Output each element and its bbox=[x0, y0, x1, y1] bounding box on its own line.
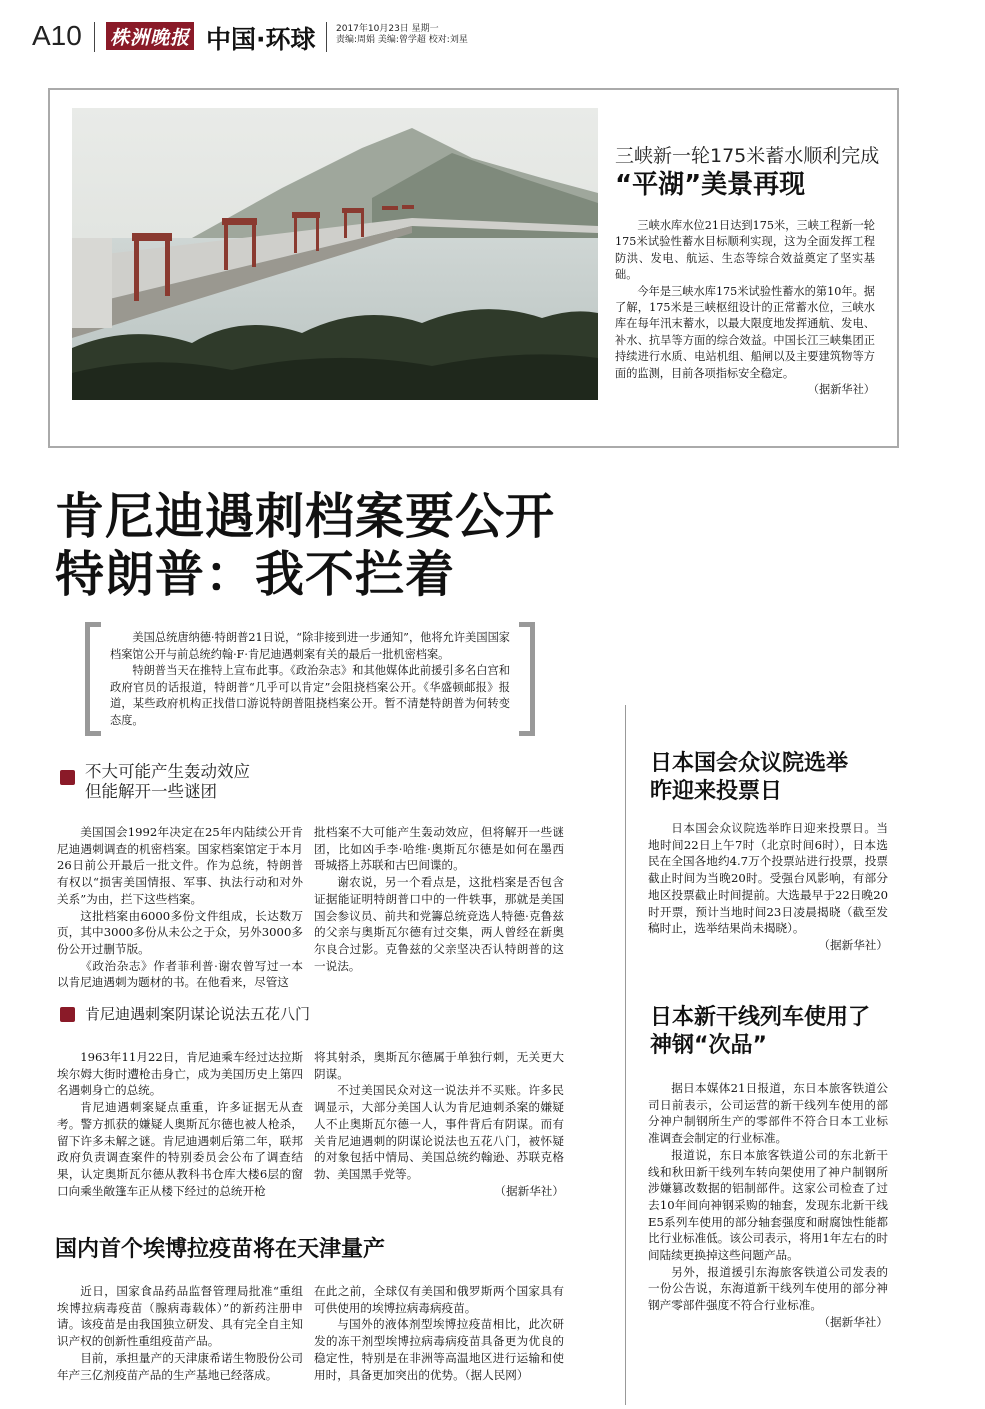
bracket-right bbox=[519, 622, 535, 736]
article-column bbox=[57, 824, 303, 991]
paragraph: 美国总统唐纳德·特朗普21日说，“除非接到进一步通知”，他将允许美国国家档案馆公开与前总统约翰·F·肯尼迪遇刺案有关的最后一批机密档案。 bbox=[110, 631, 510, 661]
subhead-line: 肯尼迪遇刺案阴谋论说法五花八门 bbox=[85, 1005, 311, 1023]
vaccine-headline: 国内首个埃博拉疫苗将在天津量产 bbox=[55, 1237, 386, 1262]
top-story-subtitle: 三峡新一轮175米蓄水顺利完成 bbox=[615, 145, 880, 167]
masthead-logo: 株洲晚报 bbox=[106, 22, 194, 50]
paragraph: 批档案不大可能产生轰动效应，但将解开一些谜团，比如凶手李·哈维·奥斯瓦尔德是如何在墨西哥城搭上苏联和古巴间谍的。 bbox=[314, 825, 564, 873]
subhead-2 bbox=[60, 1004, 310, 1024]
top-story-title: “平湖”美景再现 bbox=[615, 170, 806, 200]
paragraph: 与国外的液体剂型埃博拉疫苗相比，此次研发的冻干剂型埃博拉病毒病疫苗具备更为优良的稳定性，特别是在非洲等高温地区进行运输和使用时，具备更加突出的优势。（据人民网） bbox=[314, 1317, 564, 1382]
paragraph: 今年是三峡水库175米试验性蓄水的第10年。据了解，175米是三峡枢纽设计的正常蓄水位，三峡水库在每年汛末蓄水，以最大限度地发挥通航、发电、补水、抗旱等方面的综合效益。中国长江三峡集团正持续进行水质、电站机组、船闸以及主要建筑物等方面的监测，目前各项指标安全稳定。 bbox=[615, 284, 875, 380]
paragraph: 美国国会1992年决定在25年内陆续公开肯尼迪遇刺调查的机密档案。国家档案馆定于本月26日前公开最后一批文件。作为总统，特朗普有权以“损害美国情报、军事、执法行动和对外关系”为由，拦下这些档案。 bbox=[57, 825, 303, 906]
headline-line: 昨迎来投票日 bbox=[650, 779, 783, 804]
paragraph: 特朗普当天在推特上宣布此事。《政治杂志》和其他媒体此前援引多名白宫和政府官员的话报道，特朗普“几乎可以肯定”会阻挠档案公开。《华盛顿邮报》报道，某些政府机构正找借口游说特朗普阻挠档案公开。暂不清楚特朗普为何转变态度。 bbox=[110, 664, 510, 727]
japan-election-body bbox=[648, 820, 888, 954]
column-divider bbox=[625, 705, 626, 1405]
headline-line: 神钢“次品” bbox=[650, 1033, 767, 1058]
section-title: 中国·环球 bbox=[206, 25, 316, 54]
headline-line: 日本国会众议院选举 bbox=[650, 751, 849, 776]
paragraph: 据日本媒体21日报道，东日本旅客铁道公司日前表示，公司运营的新干线列车使用的部分神户制钢所生产的零部件不符合日本工业标准调查会制定的行业标准。 bbox=[648, 1081, 888, 1146]
paragraph: 不过美国民众对这一说法并不买账。许多民调显示，大部分美国人认为肯尼迪刺杀案的嫌疑人不止奥斯瓦尔德一人，事件背后有阴谋。而有关肯尼迪遇刺的阴谋论说法也五花八门，被怀疑的对象包括中情局、美国总统约翰逊、苏联克格勃、美国黑手党等。 bbox=[314, 1083, 564, 1181]
source-credit: （据新华社） bbox=[807, 383, 875, 397]
headline-line: 特朗普：我不拦着 bbox=[55, 546, 456, 603]
paragraph: 三峡水库水位21日达到175米，三峡工程新一轮175米试验性蓄水目标顺利实现，这为全面发挥工程防洪、发电、航运、生态等综合效益奠定了坚实基础。 bbox=[615, 219, 875, 282]
headline-line: 肯尼迪遇刺档案要公开 bbox=[55, 488, 556, 545]
article-column bbox=[314, 1049, 564, 1199]
article-column bbox=[314, 1283, 564, 1383]
staff-credits: 责编:周娟 美编:曾学超 校对:刘星 bbox=[336, 35, 468, 45]
three-gorges-dam-photo bbox=[72, 108, 598, 400]
red-square-icon bbox=[60, 770, 75, 785]
subhead-line: 但能解开一些谜团 bbox=[85, 782, 217, 801]
subhead-1 bbox=[60, 762, 250, 802]
red-square-icon bbox=[60, 1007, 75, 1022]
japan-rail-headline bbox=[650, 1004, 870, 1060]
paragraph: 日本国会众议院选举昨日迎来投票日。当地时间22日上午7时（北京时间6时），日本选民在全国各地约4.7万个投票站进行投票，投票截止时间为当晚20时。受强台风影响，有部分地区投票截止时间提前。大选最早于22日晚20时开票，预计当地时间23日凌晨揭晓（截至发稿时止，选举结果尚未揭晓）。 bbox=[648, 821, 888, 936]
page-number: A10 bbox=[32, 20, 82, 51]
headline-line: 日本新干线列车使用了 bbox=[650, 1005, 871, 1030]
paragraph: 另外，报道援引东海旅客铁道公司发表的一份公告说，东海道新干线列车使用的部分神钢产零部件强度不符合行业标准。 bbox=[648, 1264, 888, 1313]
paragraph: 这批档案由6000多份文件组成，长达数万页，其中3000多份从未公之于众，另外3000多份公开过删节版。 bbox=[57, 908, 303, 956]
article-column bbox=[57, 1049, 303, 1199]
paragraph: 目前，承担量产的天津康希诺生物股份公司年产三亿剂疫苗产品的生产基地已经落成。 bbox=[57, 1350, 303, 1382]
article-column bbox=[57, 1283, 303, 1383]
source-credit: （据新华社） bbox=[494, 1183, 564, 1198]
issue-date: 2017年10月23日 星期一 bbox=[336, 24, 439, 34]
paragraph: 《政治杂志》作者菲利普·谢农曾写过一本以肯尼迪遇刺为题材的书。在他看来，尽管这 bbox=[57, 958, 303, 990]
bracket-left bbox=[85, 622, 101, 736]
paragraph: 将其射杀，奥斯瓦尔德属于单独行刺，无关更大阴谋。 bbox=[314, 1050, 564, 1081]
paragraph: 在此之前，全球仅有美国和俄罗斯两个国家具有可供使用的埃博拉病毒病疫苗。 bbox=[314, 1284, 564, 1315]
subhead-line: 不大可能产生轰动效应 bbox=[85, 762, 250, 781]
divider bbox=[94, 22, 95, 52]
source-credit: （据新华社） bbox=[818, 937, 888, 952]
divider bbox=[326, 22, 327, 52]
source-credit: （据新华社） bbox=[818, 1314, 888, 1329]
japan-election-headline bbox=[650, 750, 848, 806]
issue-meta bbox=[336, 24, 468, 46]
japan-rail-body bbox=[648, 1080, 888, 1331]
intro-box bbox=[85, 622, 535, 736]
paragraph: 报道说，东日本旅客铁道公司的东北新干线和秋田新干线列车转向架使用了神户制钢所涉嫌篡改数据的铝制部件。这家公司检查了过去10年间向神钢采购的轴套，发现东北新干线E5系列车使用的部分轴套强度和耐腐蚀性能都比行业标准低。该公司表示，将用1年左右的时间陆续更换掉这些问题产品。 bbox=[648, 1147, 888, 1263]
top-story-body bbox=[615, 218, 875, 398]
paragraph: 谢农说，另一个看点是，这批档案是否包含证据能证明特朗普口中的一件轶事，那就是美国国会参议员、前共和党籌总统竞选人特德·克鲁兹的父亲与奥斯瓦尔德有过交集，两人曾经在新奥尔良合过影。克鲁兹的父亲坚决否认特朗普的这一说法。 bbox=[314, 875, 564, 973]
paragraph: 近日，国家食品药品监督管理局批准“重组埃博拉病毒疫苗（腺病毒载体）”的新药注册申请。该疫苗是由我国独立研发、具有完全自主知识产权的创新性重组疫苗产品。 bbox=[57, 1284, 303, 1349]
paragraph: 肯尼迪遇刺案疑点重重，许多证据无从查考。警方抓获的嫌疑人奥斯瓦尔德也被人枪杀，留下许多未解之谜。肯尼迪遇刺后第二年，联邦政府负责调查案件的特别委员会公布了调查结果，认定奥斯瓦尔德从教科书仓库大楼6层的窗口向乘坐敞篷车正从楼下经过的总统开枪 bbox=[57, 1100, 303, 1198]
main-headline bbox=[55, 488, 555, 604]
intro-text bbox=[110, 630, 510, 730]
paragraph: 1963年11月22日，肯尼迪乘车经过达拉斯埃尔姆大街时遭枪击身亡，成为美国历史上第四名遇刺身亡的总统。 bbox=[57, 1050, 303, 1098]
article-column bbox=[314, 824, 564, 974]
